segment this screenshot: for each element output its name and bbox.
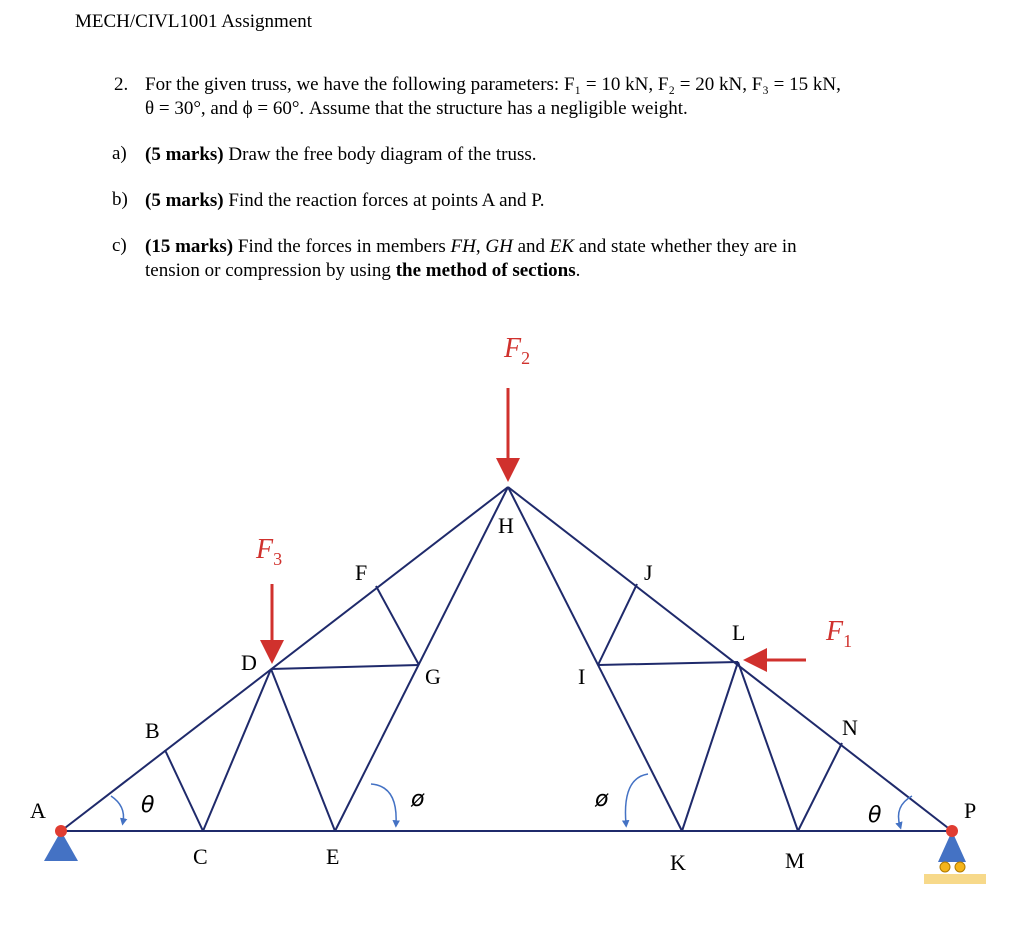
node-j: J [644, 560, 653, 585]
node-p: P [964, 798, 977, 823]
part-a-body: Draw the free body diagram of the truss. [223, 144, 537, 165]
theta-label-right: θ [868, 803, 882, 828]
part-c-sep2: and [512, 236, 550, 257]
part-c-marks: (15 marks) [145, 236, 234, 257]
support-p [924, 825, 986, 884]
document-header: MECH/CIVL1001 Assignment [75, 11, 312, 32]
question-line-1: For the given truss, we have the following parameters: F₁ = 10 kN, F₂ = 20 kN, F₃ = 15 kN, [145, 74, 841, 95]
member-mn [798, 743, 842, 831]
node-i: I [578, 664, 586, 689]
force-f2-label: $F_2$ [504, 333, 531, 368]
member-hk [508, 487, 682, 831]
truss-members [61, 487, 952, 831]
member-bc [165, 750, 203, 831]
phi-arc-left [371, 784, 396, 824]
ground-p [924, 874, 986, 884]
force-f3-label: $F_3$ [256, 534, 283, 569]
member-eh [335, 487, 508, 831]
node-g: G [425, 664, 441, 689]
question-line-2: θ = 30°, and ϕ = 60°. Assume that the structure has a negligible weight. [145, 98, 688, 119]
node-k: K [670, 850, 686, 875]
phi-label-left: ø [411, 787, 425, 812]
member-cd [203, 669, 271, 831]
node-b: B [145, 718, 160, 743]
question-number: 2. [114, 74, 129, 95]
node-l: L [732, 620, 746, 645]
node-n: N [842, 715, 858, 740]
member-fh: FH [450, 236, 476, 257]
node-m: M [785, 848, 805, 873]
part-c-end: . [575, 260, 581, 281]
pin-a [55, 825, 67, 837]
part-c-suffix: and state whether they are in [574, 236, 797, 257]
member-ek: EK [549, 236, 575, 257]
node-f: F [355, 560, 368, 585]
part-c-line2: tension or compression by using [145, 260, 396, 281]
member-hp [508, 487, 952, 831]
node-d: D [241, 650, 257, 675]
phi-arc-right [625, 774, 648, 824]
member-ah [61, 487, 508, 831]
member-fg [376, 586, 419, 665]
node-h: H [498, 513, 514, 538]
theta-arc-left [111, 796, 124, 822]
part-b-marks: (5 marks) [145, 190, 224, 211]
theta-label-left: θ [141, 793, 155, 818]
part-b-body: Find the reaction forces at points A and P. [223, 190, 545, 211]
node-c: C [193, 844, 208, 869]
part-c-sep1: , [475, 236, 486, 257]
phi-label-right: ø [595, 787, 609, 812]
part-a-marks: (5 marks) [145, 144, 224, 165]
member-dg [271, 665, 419, 669]
part-a-label: a) [112, 143, 127, 164]
member-gh: GH [485, 236, 513, 257]
part-b-label: b) [112, 189, 128, 210]
node-a: A [30, 798, 46, 823]
pin-p [946, 825, 958, 837]
member-de [271, 669, 335, 831]
part-c-label: c) [112, 235, 127, 256]
theta-arc-right [899, 796, 913, 826]
part-c-prefix: Find the forces in members [233, 236, 451, 257]
member-il [598, 662, 738, 665]
member-ij [598, 584, 637, 665]
member-kl [682, 662, 738, 831]
force-f1-label: $F_1$ [826, 616, 853, 651]
node-e: E [326, 844, 340, 869]
part-c-bold: the method of sections [395, 260, 576, 281]
